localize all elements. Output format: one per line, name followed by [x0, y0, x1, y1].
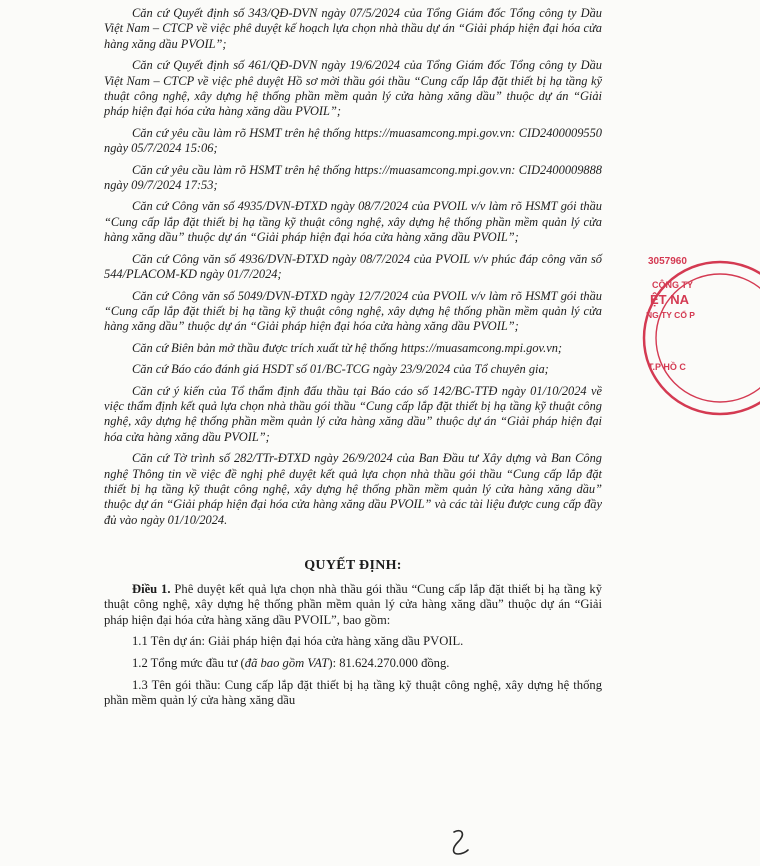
item-package-name: 1.3 Tên gói thầu: Cung cấp lắp đặt thiết bị hạ tầng kỹ thuật công nghệ, xây dựng hệ thống phần mềm quản lý cửa hàng xăng dầu: [104, 677, 602, 708]
seal-line: ỆT NA: [650, 292, 689, 307]
can-cu-paragraph: Căn cứ Quyết định số 461/QĐ-DVN ngày 19/6/2024 của Tổng Giám đốc Tổng công ty Dầu Việt Nam – CTCP về việc phê duyệt Hồ sơ mời thầu gói thầu “Cung cấp lắp đặt thiết bị hạ tầng kỹ thuật công nghệ, xây dựng hệ thống phần mềm quản lý cửa hàng xăng dầu” thuộc dự án “Giải pháp hiện đại hóa cửa hàng xăng dầu PVOIL”;: [104, 58, 602, 119]
seal-line: T.P HỒ C: [648, 362, 686, 372]
document-body: [104, 6, 602, 715]
can-cu-paragraph: Căn cứ yêu cầu làm rõ HSMT trên hệ thống https://muasamcong.mpi.gov.vn: CID2400009888 ngày 09/7/2024 17:53;: [104, 162, 602, 193]
article-1-text: Phê duyệt kết quả lựa chọn nhà thầu gói thầu “Cung cấp lắp đặt thiết bị hạ tầng kỹ thuật công nghệ, xây dựng hệ thống phần mềm quản lý cửa hàng xăng dầu” thuộc dự án “Giải pháp hiện đại hóa cửa hàng xăng dầu PVOIL”, bao gồm:: [104, 581, 603, 627]
can-cu-paragraph: Căn cứ Công văn số 4935/DVN-ĐTXD ngày 08/7/2024 của PVOIL v/v làm rõ HSMT gói thầu “Cung cấp lắp đặt thiết bị hạ tầng kỹ thuật công nghệ, xây dựng hệ thống phần mềm quản lý cửa hàng xăng dầu” thuộc dự án “Giải pháp hiện đại hóa cửa hàng xăng dầu PVOIL”;: [104, 199, 602, 245]
company-seal: [640, 258, 760, 428]
can-cu-paragraph: Căn cứ Tờ trình số 282/TTr-ĐTXD ngày 26/9/2024 của Ban Đầu tư Xây dựng và Ban Công nghệ Thông tin về việc đề nghị phê duyệt kết quả lựa chọn nhà thầu gói thầu “Cung cấp lắp đặt thiết bị hạ tầng kỹ thuật công nghệ, xây dựng hệ thống phần mềm quản lý cửa hàng xăng dầu” thuộc dự án “Giải pháp hiện đại hóa cửa hàng xăng dầu PVOIL” và các tài liệu được cung cấp đầy đủ vào ngày 01/10/2024.: [104, 451, 602, 527]
item-project-name: 1.1 Tên dự án: Giải pháp hiện đại hóa cửa hàng xăng dầu PVOIL.: [132, 634, 464, 649]
item-total-investment-note: đã bao gồm VAT: [244, 655, 329, 670]
item-total-investment-prefix: 1.2 Tổng mức đầu tư (: [132, 655, 245, 670]
can-cu-paragraph: Căn cứ Công văn số 5049/DVN-ĐTXD ngày 12/7/2024 của PVOIL v/v làm rõ HSMT gói thầu “Cung cấp lắp đặt thiết bị hạ tầng kỹ thuật công nghệ, xây dựng hệ thống phần mềm quản lý cửa hàng xăng dầu” thuộc dự án “Giải pháp hiện đại hóa cửa hàng xăng dầu PVOIL”;: [104, 288, 602, 334]
article-1: [104, 582, 602, 629]
can-cu-paragraph: Căn cứ Biên bản mở thầu được trích xuất từ hệ thống https://muasamcong.mpi.gov.vn;: [132, 340, 563, 355]
can-cu-paragraph: Căn cứ Quyết định số 343/QĐ-DVN ngày 07/5/2024 của Tổng Giám đốc Tổng công ty Dầu Việt Nam – CTCP về việc phê duyệt kế hoạch lựa chọn nhà thầu dự án “Giải pháp hiện đại hóa cửa hàng xăng dầu PVOIL”;: [104, 6, 602, 51]
item-total-investment-suffix: ): 81.624.270.000 đồng.: [328, 655, 450, 670]
seal-line: CÔNG TY: [652, 280, 694, 290]
seal-line: NG TY CỔ P: [646, 310, 695, 320]
can-cu-paragraph: Căn cứ yêu cầu làm rõ HSMT trên hệ thống https://muasamcong.mpi.gov.vn: CID2400009550 ngày 05/7/2024 15:06;: [104, 125, 602, 156]
can-cu-paragraph: Căn cứ ý kiến của Tổ thẩm định đấu thầu tại Báo cáo số 142/BC-TTĐ ngày 01/10/2024 về việc thẩm định kết quả lựa chọn nhà thầu gói thầu “Cung cấp lắp đặt thiết bị hạ tầng kỹ thuật công nghệ, xây dựng hệ thống phần mềm quản lý cửa hàng xăng dầu” thuộc dự án “Giải pháp hiện đại hóa cửa hàng xăng dầu PVOIL”;: [104, 383, 602, 444]
can-cu-paragraph: Căn cứ Công văn số 4936/DVN-ĐTXD ngày 08/7/2024 của PVOIL v/v phúc đáp công văn số 544/PLACOM-KD ngày 01/7/2024;: [104, 251, 602, 282]
handwritten-initial-icon: [446, 826, 476, 860]
decision-heading: QUYẾT ĐỊNH:: [304, 558, 402, 574]
seal-number: 3057960: [648, 256, 687, 267]
article-1-label: Điều 1.: [132, 581, 171, 596]
item-total-investment: [104, 656, 602, 672]
can-cu-paragraph: Căn cứ Báo cáo đánh giá HSDT số 01/BC-TCG ngày 23/9/2024 của Tổ chuyên gia;: [132, 362, 549, 377]
